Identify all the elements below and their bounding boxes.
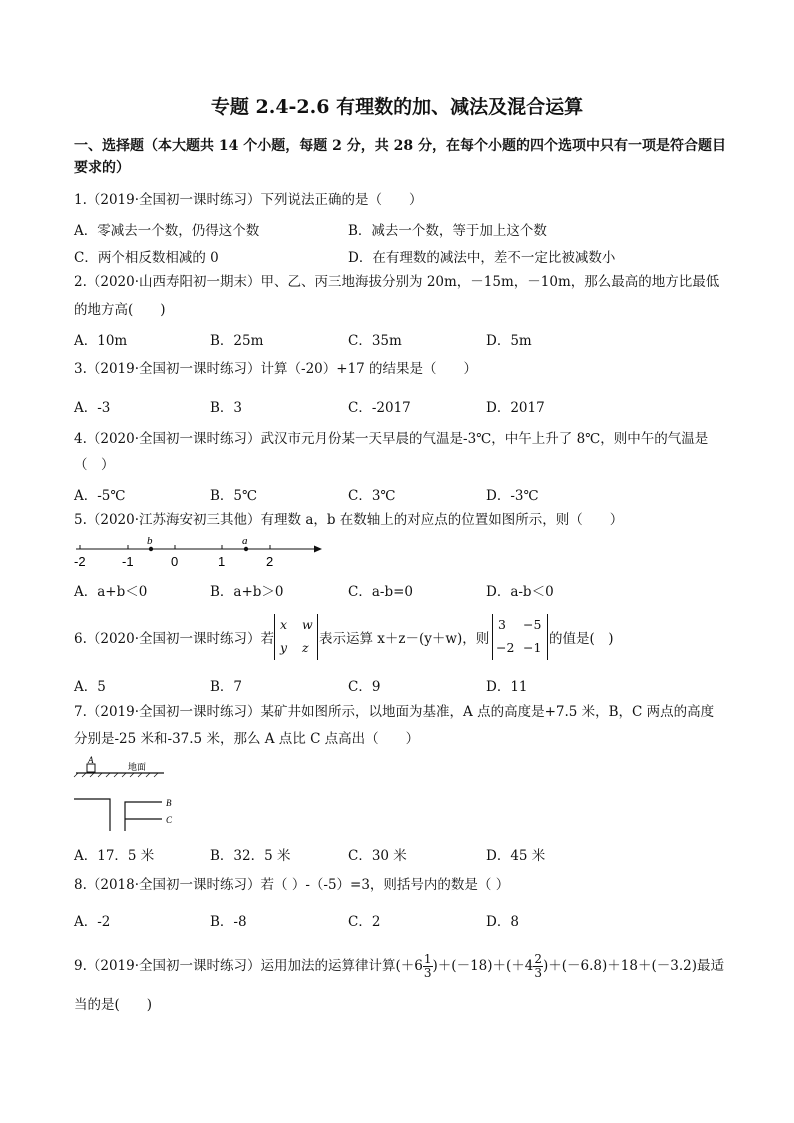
number-line-arrow (314, 546, 322, 553)
q6-option-b: B．7 (210, 679, 243, 695)
q7-option-b: B．32．5 米 (210, 848, 291, 864)
matrix-cell: −5 (523, 617, 542, 632)
q5-option-d: D．a-b＜0 (486, 584, 554, 600)
q5-option-b: B．a+b＞0 (210, 584, 284, 600)
q2-option-c: C．35m (348, 333, 402, 349)
q2-option-b: B．25m (210, 333, 264, 349)
question-9-stem-cont: 当的是( ) (74, 997, 153, 1013)
q1-option-d: D．在有理数的减法中，差不一定比被减数小 (348, 250, 616, 266)
q2-option-a: A．10m (74, 333, 128, 349)
question-9-stem-before: 9.（2019·全国初一课时练习）运用加法的运算律计算 (74, 958, 396, 974)
tick-label: 1 (218, 554, 226, 569)
section-heading: 一、选择题（本大题共 14 个小题，每题 2 分，共 28 分，在每个小题的四个选项中只有一项是符合题目要求的） (74, 138, 726, 176)
question-6-stem-before: 6.（2020·全国初一课时练习）若 (74, 631, 275, 647)
question-6-stem-mid: 表示运算 x＋z－(y＋w)，则 (319, 631, 490, 647)
expression-part: (＋6 (395, 958, 423, 974)
q4-option-a: A．-5℃ (74, 488, 126, 504)
point-b-dot (149, 547, 153, 551)
shaft-tunnel-b (125, 802, 162, 831)
fraction-numerator: 2 (534, 952, 543, 966)
q1-option-c: C．两个相反数相减的 0 (74, 250, 219, 266)
q8-option-c: C．2 (348, 914, 381, 930)
shaft-left-wall (74, 799, 110, 831)
q3-option-d: D．2017 (486, 400, 545, 416)
question-7-stem-cont: 分别是-25 米和-37.5 米，那么 A 点比 C 点高出（ ） (74, 731, 420, 747)
matrix-xywz (274, 614, 318, 660)
question-2-stem: 2.（2020·山西寿阳初一期末）甲、乙、丙三地海拔分别为 20m，－15m，－10m，那么最高的地方比最低 (74, 274, 720, 290)
question-7-stem: 7.（2019·全国初一课时练习）某矿井如图所示，以地面为基准，A 点的高度是+7.5 米，B，C 两点的高度 (74, 704, 715, 720)
q4-option-d: D．-3℃ (486, 488, 539, 504)
matrix-cell: w (302, 617, 313, 632)
q8-option-a: A．-2 (74, 914, 111, 930)
tick-label: -2 (74, 554, 86, 569)
question-6-stem-after: 的值是( ) (549, 631, 614, 647)
fraction-denominator: 3 (423, 966, 432, 980)
question-9-stem (74, 950, 724, 982)
tick-label: 0 (171, 554, 179, 569)
q1-option-b: B．减去一个数，等于加上这个数 (348, 223, 547, 239)
q6-option-a: A．5 (74, 679, 106, 695)
question-2-stem-cont: 的地方高( ) (74, 302, 166, 318)
q3-option-a: A．-3 (74, 400, 111, 416)
question-9-stem-after: 最适 (696, 958, 724, 974)
fraction-one-third (423, 953, 433, 980)
ground-label: 地面 (128, 763, 147, 773)
matrix-numbers (492, 614, 548, 660)
q3-option-c: C．-2017 (348, 400, 411, 416)
matrix-cell: −2 (496, 640, 515, 655)
matrix-cell: 3 (498, 617, 506, 632)
q6-option-c: C．9 (348, 679, 381, 695)
question-3-stem: 3.（2019·全国初一课时练习）计算（-20）+17 的结果是（ ） (74, 361, 478, 377)
matrix-cell: y (280, 640, 288, 655)
figure-label-a: A (88, 755, 94, 765)
figure-label-b: B (166, 798, 172, 808)
point-b-label: b (147, 535, 153, 547)
tick-label: 2 (266, 554, 274, 569)
q7-option-a: A．17．5 米 (74, 848, 155, 864)
matrix-cell: −1 (523, 640, 542, 655)
question-4-stem: 4.（2020·全国初一课时练习）武汉市元月份某一天早晨的气温是-3℃，中午上升了 8℃，则中午的气温是 (74, 431, 709, 447)
matrix-cell: z (302, 640, 309, 655)
fraction-two-thirds (533, 953, 543, 980)
q4-option-b: B．5℃ (210, 488, 258, 504)
q5-option-a: A．a+b＜0 (74, 584, 148, 600)
figure-label-c: C (166, 815, 173, 825)
matrix-cell: x (280, 617, 288, 632)
q7-option-d: D．45 米 (486, 848, 546, 864)
question-8-stem: 8.（2018·全国初一课时练习）若（ ）-（-5）=3，则括号内的数是（ ） (74, 877, 510, 893)
fraction-numerator: 1 (423, 952, 432, 966)
q4-option-c: C．3℃ (348, 488, 396, 504)
q3-option-b: B．3 (210, 400, 243, 416)
q8-option-d: D．8 (486, 914, 519, 930)
question-4-stem-cont: （ ） (74, 457, 115, 473)
point-a-label: a (242, 535, 248, 547)
fraction-denominator: 3 (534, 966, 543, 980)
question-1-stem: 1.（2019·全国初一课时练习）下列说法正确的是（ ） (74, 192, 423, 208)
q6-option-d: D．11 (486, 679, 528, 695)
question-5-stem: 5.（2020·江苏海安初三其他）有理数 a，b 在数轴上的对应点的位置如图所示，则（ ） (74, 512, 624, 528)
expression-part: )＋(－18)＋(＋4 (432, 958, 534, 974)
point-a-box (87, 764, 95, 772)
q2-option-d: D．5m (486, 333, 532, 349)
q7-option-c: C．30 米 (348, 848, 407, 864)
point-a-dot (244, 547, 248, 551)
expression-part: )＋(－6.8)＋18＋(－3.2) (543, 958, 697, 974)
q1-option-a: A．零减去一个数，仍得这个数 (74, 223, 260, 239)
number-line-figure (70, 532, 330, 572)
page-title: 专题 2.4-2.6 有理数的加、减法及混合运算 (210, 96, 584, 118)
q8-option-b: B．-8 (210, 914, 247, 930)
tick-label: -1 (122, 554, 134, 569)
q5-option-c: C．a-b=0 (348, 584, 413, 600)
mine-shaft-figure (70, 755, 190, 835)
